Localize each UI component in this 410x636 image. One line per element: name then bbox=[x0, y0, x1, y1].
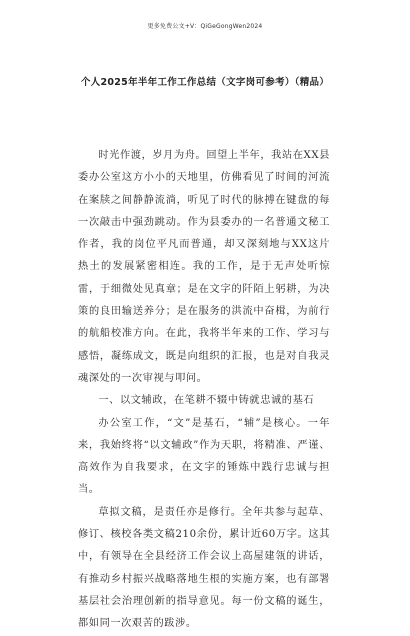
document-title: 个人2025年半年工作工作总结（文字岗可参考）（精品） bbox=[80, 77, 330, 88]
body-paragraph: 办公室工作，“文”是基石，“辅”是核心。一年来，我始终将“以文辅政”作为天职，将精准、严谨、高效作为自我要求，在文字的锤炼中践行忠诚与担当。 bbox=[78, 417, 330, 496]
body-paragraph: 时光作渡，岁月为舟。回望上半年，我站在XX县委办公室这方小小的天地里，仿佛看见了时间的河流在案牍之间静静流淌，听见了时代的脉搏在键盘的每一次敲击中强劲跳动。作为县委办的一名普通文秘工作者，我的岗位平凡而普通，却又深刻地与XX这片热土的发展紧密相连。我的工作，是于无声处听惊雷，于细微处见真章；是在文字的阡陌上躬耕，为决策的良田输送养分；是在服务的洪流中奋楫，为前行的航船校准方向。在此，我将半年来的工作、学习与感悟，凝练成文，既是向组织的汇报，也是对自我灵魂深处的一次审视与叩问。 bbox=[78, 150, 330, 384]
document-body bbox=[78, 145, 330, 636]
header-watermark: 更多免费公文+V：QiGeGongWen2024 bbox=[147, 23, 263, 30]
section-heading: 一、以文辅政，在笔耕不辍中铸就忠诚的基石 bbox=[98, 395, 315, 407]
body-paragraph: 草拟文稿，是责任亦是修行。全年共参与起草、修订、核校各类文稿210余份，累计近60万字。这其中，有领导在全县经济工作会议上高屋建瓴的讲话，有推动乡村振兴战略落地生根的实施方案，也有部署基层社会治理创新的指导意见。每一份文稿的诞生，都如同一次艰苦的跋涉。 bbox=[78, 506, 330, 630]
